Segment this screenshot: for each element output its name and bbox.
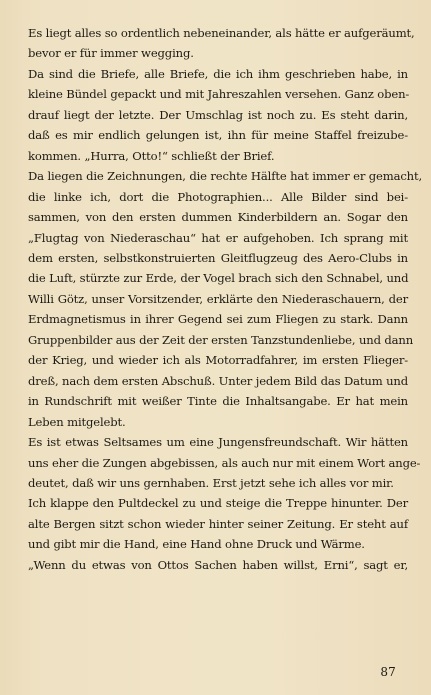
text-line: in Rundschrift mit weißer Tinte die Inhaltsangabe. Er hat mein [28, 394, 408, 409]
text-line: kleine Bündel gepackt und mit Jahreszahlen versehen. Ganz oben- [28, 87, 410, 102]
page-number: 87 [380, 665, 396, 679]
text-line: daß es mir endlich gelungen ist, ihn für meine Staffel freizube- [28, 128, 408, 143]
text-line: Erdmagnetismus in ihrer Gegend sei zum Fliegen zu stark. Dann [28, 312, 408, 327]
text-line: alte Bergen sitzt schon wieder hinter seiner Zeitung. Er steht auf [28, 516, 408, 531]
text-line: deutet, daß wir uns gernhaben. Erst jetzt sehe ich alles vor mir. [28, 475, 394, 490]
text-line: der Krieg, und wieder ich als Motorradfahrer, im ersten Flieger- [28, 353, 408, 368]
text-line: Da sind die Briefe, alle Briefe, die ich ihm geschrieben habe, in [28, 66, 408, 81]
text-line: bevor er für immer wegging. [28, 46, 194, 61]
text-line: die linke ich, dort die Photographien... Alle Bilder sind bei- [28, 189, 408, 204]
text-line: „Flugtag von Niederaschau“ hat er aufgehoben. Ich sprang mit [28, 230, 408, 245]
text-line: „Wenn du etwas von Ottos Sachen haben willst, Erni“, sagt er, [28, 557, 408, 572]
text-line: die Luft, stürzte zur Erde, der Vogel brach sich den Schnabel, und [28, 271, 409, 286]
text-line: Ich klappe den Pultdeckel zu und steige die Treppe hinunter. Der [28, 496, 408, 511]
text-line: Willi Götz, unser Vorsitzender, erklärte den Niederaschauern, der [28, 291, 408, 306]
text-line: Gruppenbilder aus der Zeit der ersten Tanzstundenliebe, und dann [28, 332, 414, 347]
text-line: Es liegt alles so ordentlich nebeneinander, als hätte er aufgeräumt, [28, 26, 415, 40]
body-text [28, 23, 423, 575]
text-line: sammen, von den ersten dummen Kinderbildern an. Sogar den [28, 210, 408, 225]
text-line: Da liegen die Zeichnungen, die rechte Hälfte hat immer er gemacht, [28, 169, 423, 184]
text-line: kommen. „Hurra, Otto!“ schließt der Brief. [28, 148, 275, 163]
text-line: dem ersten, selbstkonstruierten Gleitflugzeug des Aero-Clubs in [28, 250, 408, 265]
text-line: und gibt mir die Hand, eine Hand ohne Druck und Wärme. [28, 537, 365, 552]
text-line: dreß, nach dem ersten Abschuß. Unter jedem Bild das Datum und [28, 373, 408, 388]
text-line: drauf liegt der letzte. Der Umschlag ist noch zu. Es steht darin, [28, 107, 408, 122]
text-line: Es ist etwas Seltsames um eine Jungensfreundschaft. Wir hätten [28, 435, 408, 450]
text-line: Leben mitgelebt. [28, 414, 126, 429]
text-line: uns eher die Zungen abgebissen, als auch nur mit einem Wort ange- [28, 455, 421, 470]
